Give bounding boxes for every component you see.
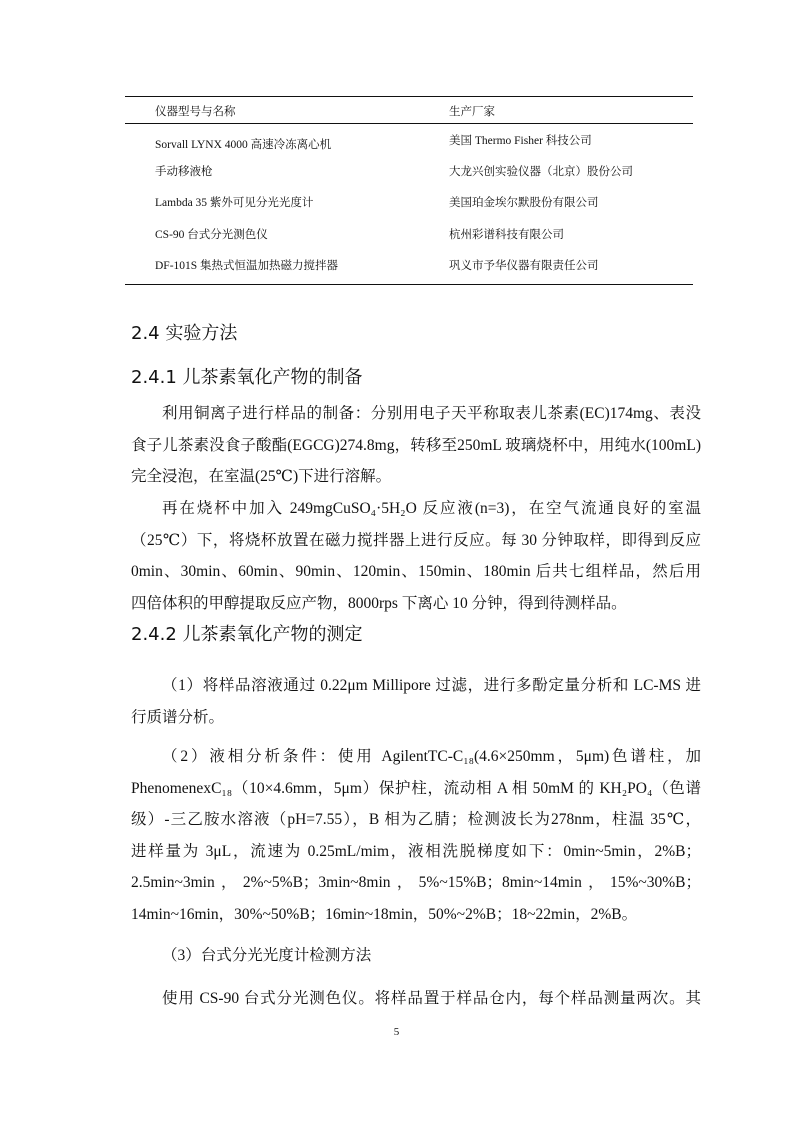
paragraph-line: 再在烧杯中加入 249mgCuSO₄·5H₂O 反应液(n=3)，在空气流通良好的室温 xyxy=(162,500,701,517)
table-top-rule xyxy=(125,96,693,97)
paragraph-preparation xyxy=(131,398,701,493)
paragraph-line: 进样量为 3μL，流速为 0.25mL/mim，液相洗脱梯度如下：0min~5min，2%B； xyxy=(131,842,701,860)
paragraph-line: （2）液相分析条件：使用 AgilentTC-C₁₈(4.6×250mm，5μm)色谱柱，加 xyxy=(162,748,701,765)
table-row-maker: 杭州彩谱科技有限公司 xyxy=(449,229,564,241)
table-header-maker: 生产厂家 xyxy=(449,104,495,118)
paragraph-line: 完全浸泡，在室温(25℃)下进行溶解。 xyxy=(131,468,392,485)
paragraph-line: PhenomenexC₁₈（10×4.6mm，5μm）保护柱，流动相 A 相 50mM 的 KH₂PO₄（色谱 xyxy=(131,779,701,797)
paragraph-line: 四倍体积的甲醇提取反应产物，8000rps 下离心 10 分钟，得到待测样品。 xyxy=(131,594,627,612)
section-heading-2-4: 2.4 实验方法 xyxy=(131,323,238,344)
section-heading-2-4-2: 2.4.2 儿茶素氧化产物的测定 xyxy=(131,624,363,645)
table-header-rule xyxy=(125,123,693,124)
paragraph-reaction xyxy=(131,493,701,619)
paragraph-line: （3）台式分光光度计检测方法 xyxy=(162,947,372,964)
table-row-maker: 美国珀金埃尔默股份有限公司 xyxy=(449,197,599,209)
paragraph-line: 14min~16min，30%~50%B；16min~18min，50%~2%B；18~22min，2%B。 xyxy=(131,905,638,923)
page-number: 5 xyxy=(393,1026,400,1038)
table-row-instrument: Sorvall LYNX 4000 高速冷冻离心机 xyxy=(155,139,332,151)
paragraph-spectro-title xyxy=(131,940,701,972)
paragraph-line: （25℃）下，将烧杯放置在磁力搅拌器上进行反应。每 30 分钟取样，即得到反应 xyxy=(131,531,701,549)
paragraph-line: 行质谱分析。 xyxy=(131,708,225,726)
paragraph-hplc-conditions xyxy=(131,741,701,930)
table-row-maker: 巩义市予华仪器有限责任公司 xyxy=(449,260,599,272)
paragraph-line: 级）-三乙胺水溶液（pH=7.55），B 相为乙腈；检测波长为278nm，柱温 35℃， xyxy=(131,811,701,828)
table-row-instrument: DF-101S 集热式恒温加热磁力搅拌器 xyxy=(155,260,339,272)
paragraph-filtration xyxy=(131,670,701,733)
paragraph-line: （1）将样品溶液通过 0.22μm Millipore 过滤，进行多酚定量分析和 LC-MS 进 xyxy=(162,677,701,694)
section-heading-2-4-1: 2.4.1 儿茶素氧化产物的制备 xyxy=(131,367,363,388)
paragraph-line: 利用铜离子进行样品的制备：分别用电子天平称取表儿茶素(EC)174mg、表没 xyxy=(162,405,701,422)
table-row-maker: 美国 Thermo Fisher 科技公司 xyxy=(449,135,592,147)
paragraph-line: 0min、30min、60min、90min、120min、150min、180min 后共七组样品，然后用 xyxy=(131,563,701,580)
table-row-instrument: 手动移液枪 xyxy=(155,166,213,178)
paragraph-line: 食子儿茶素没食子酸酯(EGCG)274.8mg，转移至250mL 玻璃烧杯中，用纯水(100mL) xyxy=(131,436,701,454)
table-row-instrument: CS-90 台式分光测色仪 xyxy=(155,229,268,241)
paragraph-spectro-method xyxy=(131,983,701,1015)
table-header-instrument: 仪器型号与名称 xyxy=(155,104,236,118)
table-bottom-rule xyxy=(125,284,693,285)
paragraph-line: 2.5min~3min，2%~5%B；3min~8min，5%~15%B；8min~14min，15%~30%B； xyxy=(131,874,701,891)
table-row-maker: 大龙兴创实验仪器（北京）股份公司 xyxy=(449,166,633,178)
table-row-instrument: Lambda 35 紫外可见分光光度计 xyxy=(155,197,314,209)
paragraph-line: 使用 CS-90 台式分光测色仪。将样品置于样品仓内，每个样品测量两次。其 xyxy=(162,990,701,1007)
